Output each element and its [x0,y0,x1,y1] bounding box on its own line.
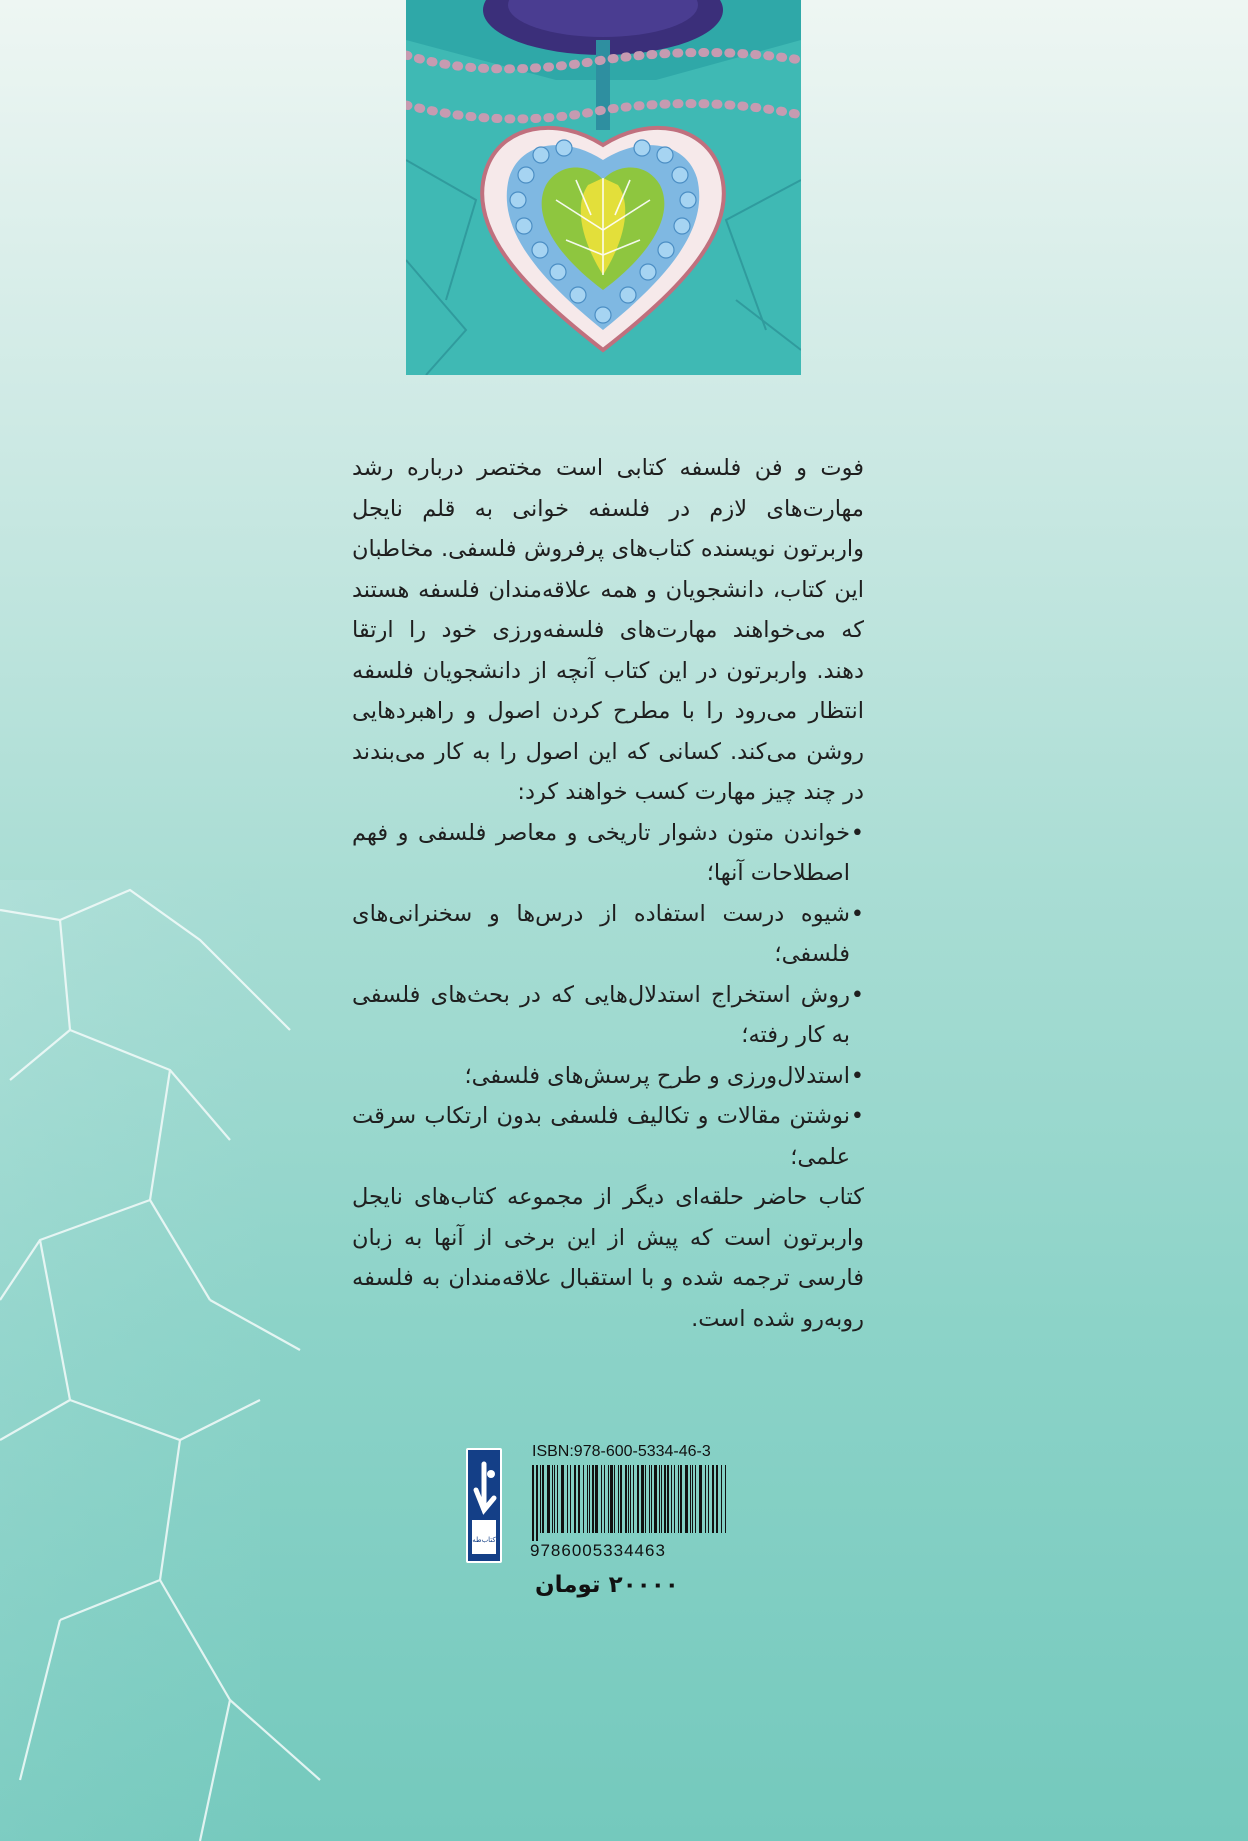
bullet-icon: • [850,981,864,1008]
barcode-bar [561,1465,564,1533]
barcode [530,1465,734,1541]
bullet-icon: • [850,1062,864,1089]
description-paragraph: کتاب حاضر حلقه‌ای دیگر از مجموعه کتاب‌های نایجل واربرتون است که پیش از این برخی از آنها به زبان فارسی ترجمه شده و با استقبال علاقه‌مندان به فلسفه روبه‌رو شده است. [352,1184,864,1332]
list-item: • روش استخراج استدلال‌هایی که در بحث‌های فلسفی به کار رفته؛ [352,975,864,1056]
list-item: • خواندن متون دشوار تاریخی و معاصر فلسفی و فهم اصطلاحات آنها؛ [352,813,864,894]
book-description [352,448,864,1339]
barcode-bar [608,1465,609,1533]
barcode-bar [633,1465,634,1533]
barcode-number: 9786005334463 [530,1541,666,1560]
barcode-bar [692,1465,693,1533]
barcode-bar [637,1465,639,1533]
barcode-bar [685,1465,688,1533]
barcode-bar [620,1465,622,1533]
barcode-bar [649,1465,650,1533]
barcode-bar [604,1465,605,1533]
barcode-bar [667,1465,669,1533]
barcode-bar [680,1465,682,1533]
barcode-bar [654,1465,657,1533]
barcode-bar [595,1465,598,1533]
barcode-bar [532,1465,534,1541]
isbn-label: ISBN:978-600-5334-46-3 [532,1443,711,1460]
barcode-bar [542,1465,544,1533]
barcode-bar [674,1465,675,1533]
skills-list [352,813,864,1178]
barcode-bar [628,1465,629,1533]
publisher-logo-text: کتاب‌طه [472,1536,496,1544]
barcode-bar [552,1465,553,1533]
publisher-logo-mark-icon [468,1450,500,1561]
barcode-bar [630,1465,631,1533]
barcode-bar [589,1465,590,1533]
barcode-bar [661,1465,662,1533]
barcode-bar [695,1465,696,1533]
bullet-icon: • [850,1103,864,1129]
barcode-bar [618,1465,619,1533]
barcode-bar [570,1465,571,1533]
barcode-bar [725,1465,726,1533]
barcode-bar [614,1465,615,1533]
barcode-bar [625,1465,627,1533]
barcode-bar [699,1465,702,1533]
list-item: • استدلال‌ورزی و طرح پرسش‌های فلسفی؛ [352,1056,864,1097]
barcode-bar [583,1465,584,1533]
barcode-bar [540,1465,541,1533]
bullet-icon: • [850,900,864,927]
barcode-bar [574,1465,576,1533]
barcode-bar [716,1465,718,1533]
barcode-bar [690,1465,691,1533]
barcode-bar [671,1465,672,1533]
barcode-bar [708,1465,709,1533]
barcode-bar [557,1465,558,1533]
list-item: • شیوه درست استفاده از درس‌ها و سخنرانی‌های فلسفی؛ [352,894,864,975]
barcode-bar [721,1465,722,1533]
list-item: • نوشتن مقالات و تکالیف فلسفی بدون ارتکاب سرقت علمی؛ [352,1096,864,1177]
barcode-bar [712,1465,714,1533]
barcode-bar [664,1465,666,1533]
barcode-bar [659,1465,660,1533]
cracked-glass-decoration [0,880,360,1841]
barcode-bar [536,1465,538,1541]
barcode-bar [645,1465,646,1533]
barcode-bar [547,1465,550,1533]
barcode-bar [651,1465,652,1533]
mosaic-heart-illustration [406,0,801,375]
barcode-bar [587,1465,588,1533]
barcode-bar [578,1465,580,1533]
publisher-logo [466,1448,502,1563]
bullet-icon: • [850,819,864,846]
barcode-bar [567,1465,568,1533]
barcode-bar [554,1465,555,1533]
description-paragraph: فوت و فن فلسفه کتابی است مختصر درباره رشد مهارت‌های لازم در فلسفه خوانی به قلم نایجل واربرتون نویسنده کتاب‌های پرفروش فلسفی. مخاطبان این کتاب، دانشجویان و همه علاقه‌مندان فلسفه هستند که می‌خواهند مهارت‌های فلسفه‌ورزی خود را ارتقا دهند. واربرتون در این کتاب آنچه از دانشجویان فلسفه انتظار می‌رود را با مطرح کردن اصول و راهبردهایی روشن می‌کند. کسانی که این اصول را به کار می‌بندند در چند چیز مهارت کسب خواهند کرد: [352,455,864,805]
barcode-bar [641,1465,644,1533]
barcode-bar [705,1465,706,1533]
barcode-block [466,1443,746,1563]
barcode-bar [601,1465,602,1533]
barcode-bar [592,1465,594,1533]
barcode-bar [610,1465,613,1533]
price-label: ۲۰۰۰۰ تومان [535,1572,679,1598]
barcode-bar [678,1465,679,1533]
